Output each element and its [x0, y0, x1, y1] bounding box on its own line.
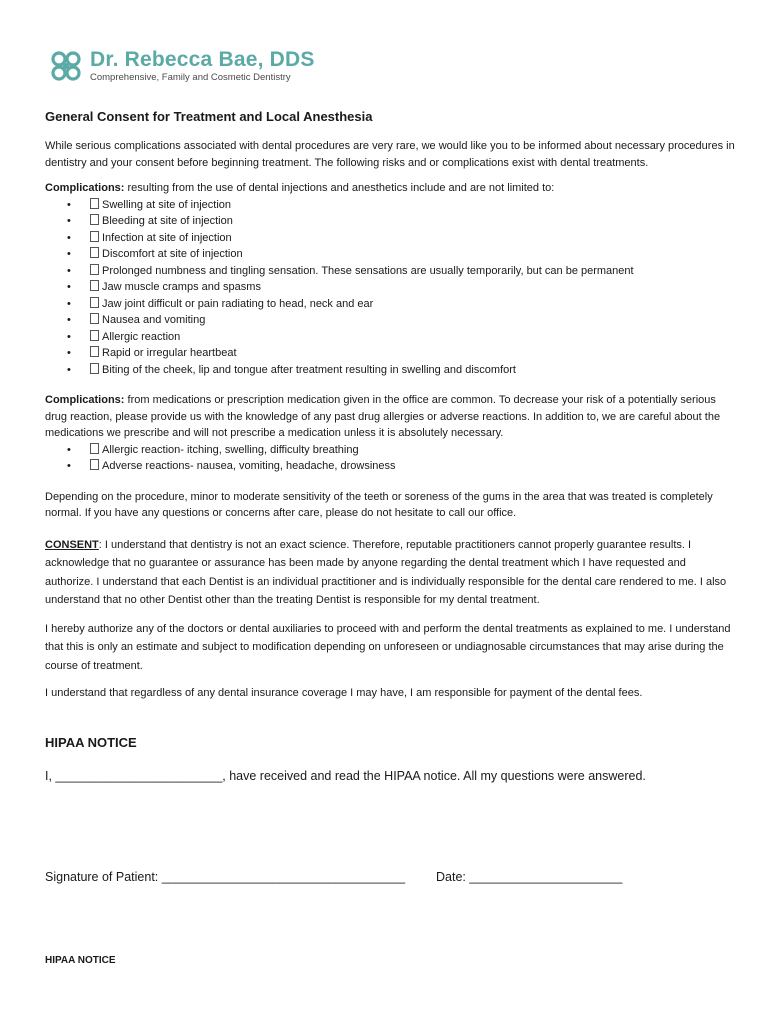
- hipaa-statement: I, ________________________, have received and read the HIPAA notice. All my questions were answered.: [45, 769, 646, 783]
- complications-text: from medications or prescription medication given in the office are common. To decrease your risk of a potentially serious drug reaction, please provide us with the knowledge of any past drug allergies or adverse reactions. In addition to, we are careful about the medications we prescribe and will not prescribe a medication unless it is absolutely necessary.: [45, 394, 721, 439]
- list-item: • Prolonged numbness and tingling sensation. These sensations are usually temporarily, but can be permanent: [67, 264, 634, 277]
- checkbox-glyph-icon: [90, 214, 99, 225]
- hipaa-heading: HIPAA NOTICE: [45, 734, 137, 750]
- date-line: Date: ______________________: [436, 870, 623, 884]
- list-item: • Jaw muscle cramps and spasms: [67, 281, 261, 293]
- checkbox-glyph-icon: [90, 231, 99, 242]
- checkbox-glyph-icon: [90, 330, 99, 341]
- list-item: • Jaw joint difficult or pain radiating to head, neck and ear: [67, 297, 374, 310]
- complications-label: Complications:: [45, 394, 125, 406]
- checkbox-glyph-icon: [90, 247, 99, 258]
- list-item: • Bleeding at site of injection: [67, 215, 233, 227]
- consent-paragraph: [45, 536, 735, 610]
- checkbox-glyph-icon: [90, 297, 99, 308]
- page-title: General Consent for Treatment and Local Anesthesia: [45, 109, 373, 124]
- complications-label: Complications:: [45, 182, 125, 194]
- checkbox-glyph-icon: [90, 363, 99, 374]
- list-item: • Allergic reaction- itching, swelling, difficulty breathing: [67, 443, 359, 456]
- list-item: • Adverse reactions- nausea, vomiting, headache, drowsiness: [67, 460, 396, 472]
- consent-text: : I understand that dentistry is not an exact science. Therefore, reputable practitioners cannot properly guarantee results. I acknowledge that no guarantee or assurance has been made by anyone regarding the dental treatment which I have requested and authorize. I understand that each Dentist is an individual practitioner and is individually responsible for the dental care rendered to me. I also understand that no other Dentist other than the treating Dentist is responsible for my dental treatment.: [45, 538, 727, 606]
- checkbox-glyph-icon: [90, 264, 99, 275]
- list-item: • Biting of the cheek, lip and tongue after treatment resulting in swelling and discomfort: [67, 363, 516, 376]
- list-item: • Swelling at site of injection: [67, 198, 232, 211]
- checkbox-glyph-icon: [90, 280, 99, 291]
- practice-name: Dr. Rebecca Bae, DDS: [90, 48, 315, 71]
- checkbox-glyph-icon: [90, 313, 99, 324]
- sensitivity-paragraph: Depending on the procedure, minor to moderate sensitivity of the teeth or soreness of the gums in the area that was treated is completely normal. If you have any questions or concerns after care, please do not hesitate to call our office.: [45, 490, 713, 519]
- authorization-paragraph: I hereby authorize any of the doctors or dental auxiliaries to proceed with and perform the dental treatments as explained to me. I understand that this is only an estimate and subject to modification depending on unforeseen or undiagnosable circumstances that may arise during the course of treatment.: [45, 622, 731, 672]
- list-item: • Rapid or irregular heartbeat: [67, 347, 237, 359]
- insurance-paragraph: I understand that regardless of any dental insurance coverage I may have, I am responsible for payment of the dental fees.: [45, 687, 643, 699]
- list-item: • Nausea and vomiting: [67, 314, 206, 326]
- checkbox-glyph-icon: [90, 459, 99, 470]
- consent-label: CONSENT: [45, 538, 99, 551]
- list-item: • Discomfort at site of injection: [67, 248, 243, 260]
- consent-body: [45, 108, 735, 785]
- checkbox-glyph-icon: [90, 346, 99, 357]
- list-item: • Infection at site of injection: [67, 231, 232, 244]
- complications-medication-paragraph: [45, 392, 735, 442]
- patient-signature-line: Signature of Patient: ___________________________________: [45, 870, 406, 884]
- tooth-flower-logo-icon: [48, 48, 84, 84]
- complications-injection-paragraph: [45, 180, 735, 197]
- checkbox-glyph-icon: [90, 443, 99, 454]
- injection-complications-list: [45, 197, 735, 379]
- practice-tagline: Comprehensive, Family and Cosmetic Dentistry: [90, 72, 291, 83]
- medication-complications-list: [45, 442, 735, 475]
- complications-text: resulting from the use of dental injections and anesthetics include and are not limited to:: [124, 182, 555, 194]
- signature-row: [45, 870, 735, 884]
- checkbox-glyph-icon: [90, 198, 99, 209]
- list-item: • Allergic reaction: [67, 330, 181, 343]
- footer-hipaa-label: HIPAA NOTICE: [45, 955, 116, 966]
- intro-paragraph: While serious complications associated with dental procedures are very rare, we would like you to be informed about necessary procedures in dentistry and your consent before beginning treatment. The following risks and or complications exist with dental treatments.: [45, 140, 735, 169]
